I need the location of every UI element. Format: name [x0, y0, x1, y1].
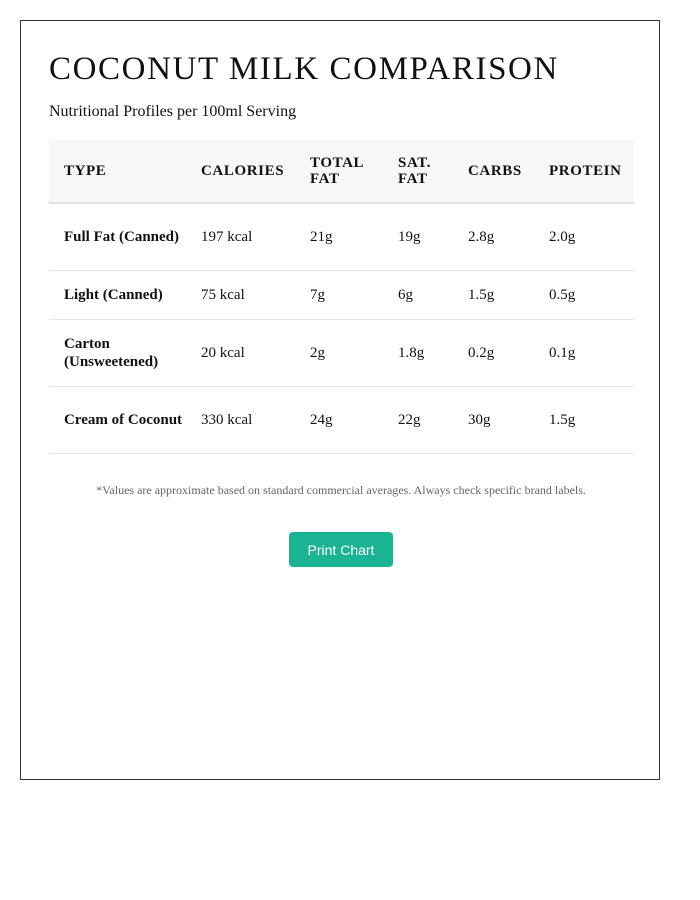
nutrition-table: [49, 140, 634, 454]
cell-type: Carton (Unsweetened): [49, 319, 186, 386]
header-total-fat: TOTAL FAT: [295, 140, 383, 203]
cell-total-fat: 7g: [295, 270, 383, 319]
cell-total-fat: 24g: [295, 386, 383, 453]
header-calories: CALORIES: [186, 140, 295, 203]
cell-protein: 2.0g: [534, 203, 634, 270]
table-row: [49, 319, 634, 386]
cell-total-fat: 21g: [295, 203, 383, 270]
table-body: [49, 203, 634, 453]
header-type: TYPE: [49, 140, 186, 203]
cell-type: Full Fat (Canned): [49, 203, 186, 270]
cell-calories: 20 kcal: [186, 319, 295, 386]
cell-type: Cream of Coconut: [49, 386, 186, 453]
table-header: [49, 140, 634, 203]
footnote: *Values are approximate based on standard commercial averages. Always check specific brand labels.: [96, 483, 586, 497]
cell-calories: 330 kcal: [186, 386, 295, 453]
cell-protein: 0.1g: [534, 319, 634, 386]
header-carbs: CARBS: [453, 140, 534, 203]
comparison-card: [20, 20, 660, 780]
cell-sat-fat: 22g: [383, 386, 453, 453]
table-row: [49, 386, 634, 453]
cell-calories: 197 kcal: [186, 203, 295, 270]
page-subtitle: Nutritional Profiles per 100ml Serving: [49, 103, 297, 120]
cell-protein: 1.5g: [534, 386, 634, 453]
cell-protein: 0.5g: [534, 270, 634, 319]
cell-carbs: 0.2g: [453, 319, 534, 386]
table-header-row: [49, 140, 634, 203]
cell-type: Light (Canned): [49, 270, 186, 319]
cell-carbs: 2.8g: [453, 203, 534, 270]
print-chart-button[interactable]: Print Chart: [289, 532, 393, 567]
header-protein: PROTEIN: [534, 140, 634, 203]
header-sat-fat: SAT. FAT: [383, 140, 453, 203]
cell-carbs: 30g: [453, 386, 534, 453]
cell-sat-fat: 6g: [383, 270, 453, 319]
table-row: [49, 270, 634, 319]
cell-carbs: 1.5g: [453, 270, 534, 319]
cell-sat-fat: 1.8g: [383, 319, 453, 386]
cell-total-fat: 2g: [295, 319, 383, 386]
table-row: [49, 203, 634, 270]
cell-sat-fat: 19g: [383, 203, 453, 270]
page-title: COCONUT MILK COMPARISON: [49, 51, 559, 87]
cell-calories: 75 kcal: [186, 270, 295, 319]
